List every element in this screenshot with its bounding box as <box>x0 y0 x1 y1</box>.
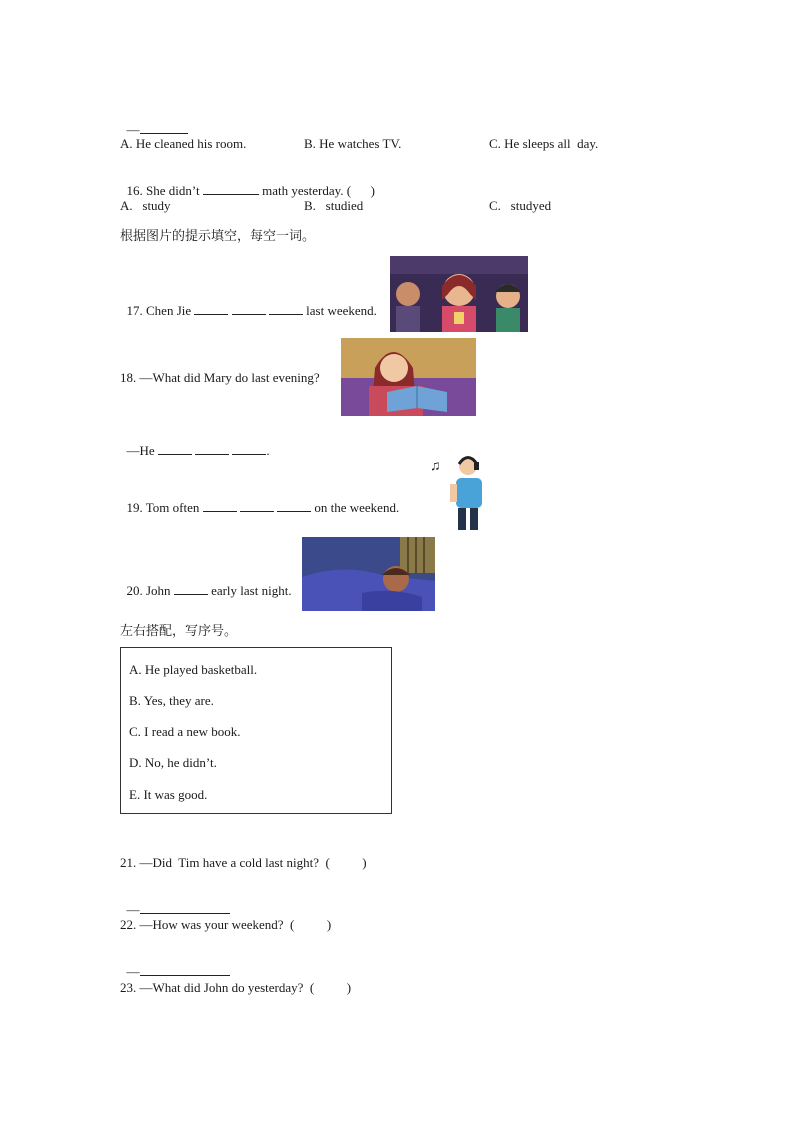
match-option-c: C. I read a new book. <box>129 724 241 739</box>
q18-answer-prefix: —He <box>126 443 158 458</box>
q17-prefix: 17. Chen Jie <box>126 303 195 318</box>
q18-blank-3[interactable] <box>232 443 266 455</box>
answer-dash: — <box>126 122 140 137</box>
question-23: 23. —What did John do yesterday? ( ) <box>120 980 352 995</box>
q17-blank-3[interactable] <box>269 303 303 315</box>
boy-listening-music-image <box>428 452 486 530</box>
question-16 <box>120 167 375 199</box>
q19-suffix: on the weekend. <box>311 500 400 515</box>
q22-answer <box>120 948 230 980</box>
question-22: 22. —How was your weekend? ( ) <box>120 917 332 932</box>
q18-answer <box>120 427 270 459</box>
match-option-e: E. It was good. <box>129 787 208 802</box>
q21-answer-blank[interactable] <box>140 902 230 914</box>
section-heading-fill: 根据图片的提示填空，每空一词。 <box>120 229 316 244</box>
match-option-a: A. He played basketball. <box>129 662 258 677</box>
q21-answer <box>120 886 230 918</box>
q22-answer-blank[interactable] <box>140 964 230 976</box>
question-21: 21. —Did Tim have a cold last night? ( ) <box>120 855 367 870</box>
q20-suffix: early last night. <box>207 583 292 598</box>
q15-option-b: B. He watches TV. <box>304 136 402 151</box>
q16-prefix: 16. She didn’t <box>126 183 203 198</box>
q19-blank-1[interactable] <box>203 500 237 512</box>
q16-option-a: A. study <box>120 198 171 213</box>
q16-blank[interactable] <box>203 183 259 195</box>
answer-dash: — <box>126 964 140 979</box>
q17-suffix: last weekend. <box>302 303 377 318</box>
question-17 <box>120 287 377 319</box>
answer-blank[interactable] <box>140 122 188 134</box>
movie-theater-image <box>390 256 528 332</box>
match-option-d: D. No, he didn’t. <box>129 755 217 770</box>
q19-blank-3[interactable] <box>277 500 311 512</box>
q15-option-c: C. He sleeps all day. <box>489 136 599 151</box>
q16-option-b: B. studied <box>304 198 364 213</box>
match-option-b: B. Yes, they are. <box>129 693 214 708</box>
q18-blank-2[interactable] <box>195 443 229 455</box>
q20-prefix: 20. John <box>126 583 174 598</box>
q15-option-a: A. He cleaned his room. <box>120 136 247 151</box>
question-19 <box>120 484 399 516</box>
q19-blank-2[interactable] <box>240 500 274 512</box>
q15-answer <box>120 106 188 138</box>
q17-blank-2[interactable] <box>232 303 266 315</box>
q18-blank-1[interactable] <box>158 443 192 455</box>
q17-blank-1[interactable] <box>194 303 228 315</box>
q16-suffix: math yesterday. ( ) <box>258 183 375 198</box>
boy-sleeping-image <box>302 537 435 611</box>
q18-answer-suffix: . <box>266 443 270 458</box>
music-note-icon: ♫ <box>430 459 441 474</box>
question-18: 18. —What did Mary do last evening? <box>120 370 320 385</box>
section-heading-match: 左右搭配，写序号。 <box>120 624 238 639</box>
girl-reading-image <box>341 338 476 416</box>
answer-dash: — <box>126 902 140 917</box>
q19-prefix: 19. Tom often <box>126 500 203 515</box>
q16-option-c: C. studyed <box>489 198 552 213</box>
q20-blank[interactable] <box>174 583 208 595</box>
question-20 <box>120 567 292 599</box>
